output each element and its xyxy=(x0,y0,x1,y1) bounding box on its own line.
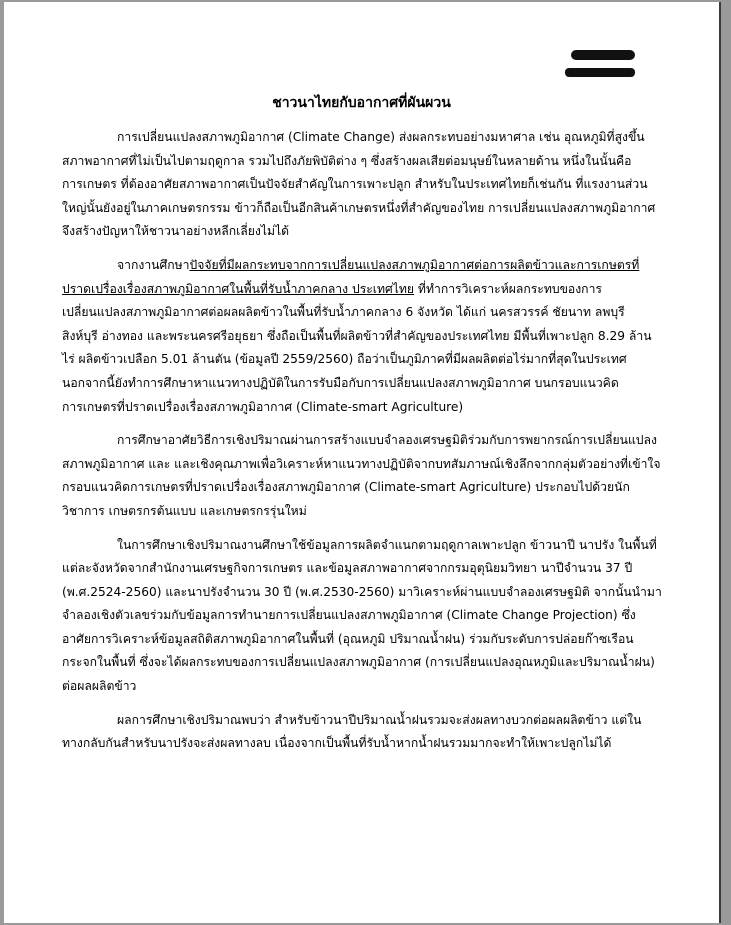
paragraph-study xyxy=(62,254,662,419)
paragraph-study-prefix: จากงานศึกษา xyxy=(117,257,190,272)
paragraph-method: การศึกษาอาศัยวิธีการเชิงปริมาณผ่านการสร้างแบบจำลองเศรษฐมิติร่วมกับการพยากรณ์การเปลี่ยนแปลงสภาพภูมิอากาศ และ และเชิงคุณภาพเพื่อวิเคราะห์หาแนวทางปฏิบัติจากบทสัมภาษณ์เชิงลึกจากกลุ่มตัวอย่างที่เข้าใจกรอบแนวคิดการเกษตรที่ปราดเปรื่องเรื่องสภาพภูมิอากาศ (Climate-smart Agriculture) ประกอบไปด้วยนักวิชาการ เกษตรกรต้นแบบ และเกษตรกรรุ่นใหม่ xyxy=(62,433,661,518)
document-page xyxy=(4,2,721,923)
document-body xyxy=(62,126,662,766)
redaction-bar xyxy=(565,68,635,77)
paragraph-quantitative: ในการศึกษาเชิงปริมาณงานศึกษาใช้ข้อมูลการผลิตจำแนกตามฤดูกาลเพาะปลูก ข้าวนาปี นาปรัง ในพื้นที่แต่ละจังหวัดจากสำนักงานเศรษฐกิจการเกษตร และข้อมูลสภาพอากาศจากกรมอุตุนิยมวิทยา นาปีจำนวน 37 ปี (พ.ศ.2524-2560) และนาปรังจำนวน 30 ปี (พ.ศ.2530-2560) มาวิเคราะห์ผ่านแบบจำลองเศรษฐมิติ จากนั้นนำมาจำลองเชิงตัวเลขร่วมกับข้อมูลการทำนายการเปลี่ยนแปลงสภาพภูมิอากาศ (Climate Change Projection) ซึ่งอาศัยการวิเคราะห์ข้อมูลสถิติสภาพภูมิอากาศในพื้นที่ (อุณหภูมิ ปริมาณน้ำฝน) ร่วมกับระดับการปล่อยก๊าซเรือนกระจกในพื้นที่ ซึ่งจะได้ผลกระทบของการเปลี่ยนแปลงสภาพภูมิอากาศ (การเปลี่ยนแปลงอุณหภูมิและปริมาณน้ำฝน) ต่อผลผลิตข้าว xyxy=(62,537,662,694)
redacted-mark xyxy=(565,46,639,82)
paragraph-study-suffix: ที่ทำการวิเคราะห์ผลกระทบของการเปลี่ยนแปลงสภาพภูมิอากาศต่อผลผลิตข้าวในพื้นที่รับน้ำภาคกลาง 6 จังหวัด ได้แก่ นครสวรรค์ ชัยนาท ลพบุรี สิงห์บุรี อ่างทอง และพระนครศรีอยุธยา ซึ่งถือเป็นพื้นที่ผลิตข้าวที่สำคัญของประเทศไทย มีพื้นที่เพาะปลูก 8.29 ล้านไร่ ผลิตข้าวเปลือก 5.01 ล้านตัน (ข้อมูลปี 2559/2560) ถือว่าเป็นภูมิภาคที่มีผลผลิตต่อไร่มากที่สุดในประเทศ นอกจากนี้ยังทำการศึกษาหาแนวทางปฏิบัติในการรับมือกับการเปลี่ยนแปลงสภาพภูมิอากาศ บนกรอบแนวคิดการเกษตรที่ปราดเปรื่องเรื่องสภาพภูมิอากาศ (Climate-smart Agriculture) xyxy=(62,281,652,414)
paragraph-results: ผลการศึกษาเชิงปริมาณพบว่า สำหรับข้าวนาปีปริมาณน้ำฝนรวมจะส่งผลทางบวกต่อผลผลิตข้าว แต่ในทางกลับกันสำหรับนาปรังจะส่งผลทางลบ เนื่องจากเป็นพื้นที่รับน้ำหากน้ำฝนรวมมากจะทำให้เพาะปลูกไม่ได้ xyxy=(62,712,642,751)
paragraph-intro: การเปลี่ยนแปลงสภาพภูมิอากาศ (Climate Change) ส่งผลกระทบอย่างมหาศาล เช่น อุณหภูมิที่สูงขึ้น สภาพอากาศที่ไม่เป็นไปตามฤดูกาล รวมไปถึงภัยพิบัติต่าง ๆ ซึ่งสร้างผลเสียต่อมนุษย์ในหลายด้าน หนึ่งในนั้นคือการเกษตร ที่ต้องอาศัยสภาพอากาศเป็นปัจจัยสำคัญในการเพาะปลูก สำหรับในประเทศไทยก็เช่นกัน ที่แรงงานส่วนใหญ่นั้นยังอยู่ในภาคเกษตรกรรม ข้าวก็ถือเป็นอีกสินค้าเกษตรหนึ่งที่สำคัญของไทย การเปลี่ยนแปลงสภาพภูมิอากาศจึงสร้างปัญหาให้ชาวนาอย่างหลีกเลี่ยงไม่ได้ xyxy=(62,130,656,239)
redaction-bar xyxy=(571,50,635,60)
study-title-underlined: ปัจจัยที่มีผลกระทบจากการเปลี่ยนแปลงสภาพภูมิอากาศต่อการผลิตข้าวและการเกษตรที่ปราดเปรื่องเรื่องสภาพภูมิอากาศในพื้นที่รับน้ำภาคกลาง ประเทศไทย xyxy=(62,257,640,296)
document-title: ชาวนาไทยกับอากาศที่ผันผวน xyxy=(272,95,451,111)
